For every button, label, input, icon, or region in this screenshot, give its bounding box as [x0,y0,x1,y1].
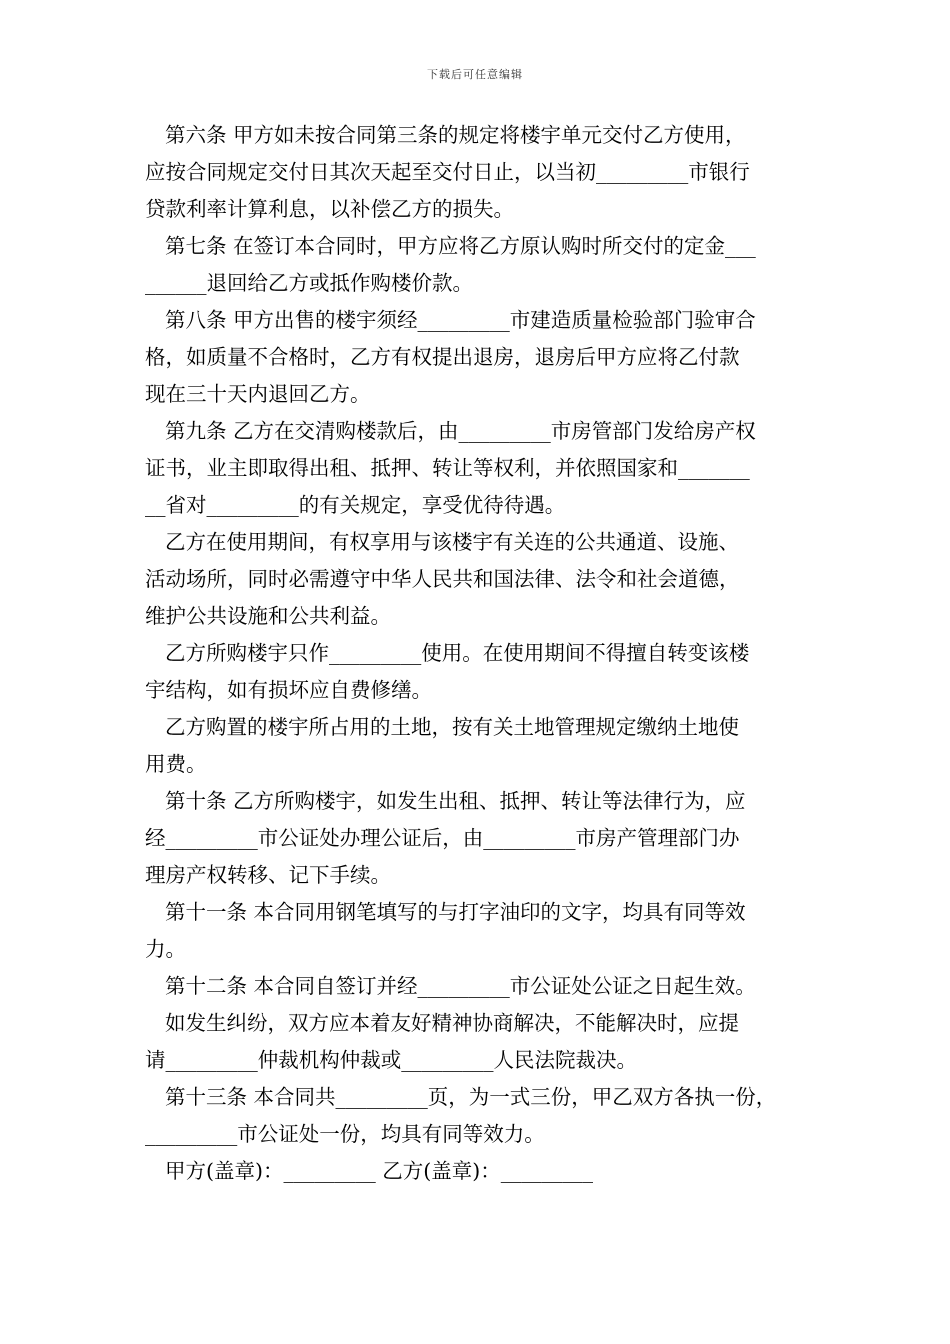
contract-line: 证书，业主即取得出租、抵押、转让等权利，并依照国家和_______ [145,456,750,480]
contract-line: 请_________仲裁机构仲裁或_________人民法院裁决。 [145,1048,637,1072]
contract-line: 第十条 乙方所购楼宇，如发生出租、抵押、转让等法律行为，应 [165,789,746,813]
contract-line: ______退回给乙方或抵作购楼价款。 [145,271,473,295]
contract-line: 第九条 乙方在交清购楼款后，由_________市房管部门发给房产权 [165,419,756,443]
contract-line: 乙方所购楼宇只作_________使用。在使用期间不得擅自转变该楼 [165,641,750,665]
contract-line: 格，如质量不合格时，乙方有权提出退房，退房后甲方应将乙付款 [145,345,740,369]
contract-line: 甲方(盖章)：_________ 乙方(盖章)：_________ [165,1159,594,1183]
contract-line: 理房产权转移、记下手续。 [145,863,391,887]
contract-line: 第八条 甲方出售的楼宇须经_________市建造质量检验部门验审合 [165,308,756,332]
contract-line: 第十三条 本合同共_________页，为一式三份，甲乙双方各执一份， [165,1085,777,1109]
contract-body [145,117,813,1190]
contract-line: 贷款利率计算利息，以补偿乙方的损失。 [145,197,514,221]
contract-line: 乙方购置的楼宇所占用的土地，按有关土地管理规定缴纳土地使 [165,715,739,739]
contract-line: 经_________市公证处办理公证后，由_________市房产管理部门办 [145,826,740,850]
contract-line: 如发生纠纷，双方应本着友好精神协商解决，不能解决时，应提 [165,1011,739,1035]
contract-line: 宇结构，如有损坏应自费修缮。 [145,678,432,702]
contract-line: 活动场所，同时必需遵守中华人民共和国法律、法令和社会道德， [145,567,740,591]
contract-line: __省对_________的有关规定，享受优待待遇。 [145,493,566,517]
contract-line: _________市公证处一份，均具有同等效力。 [145,1122,545,1146]
contract-line: 第七条 在签订本合同时，甲方应将乙方原认购时所交付的定金___ [165,234,756,258]
contract-line: 第十二条 本合同自签订并经_________市公证处公证之日起生效。 [165,974,756,998]
contract-line: 维护公共设施和公共利益。 [145,604,391,628]
page-header: 下载后可任意编辑 [427,68,523,81]
contract-line: 应按合同规定交付日其次天起至交付日止，以当初_________市银行 [145,160,750,184]
contract-line: 现在三十天内退回乙方。 [145,382,371,406]
contract-line: 乙方在使用期间，有权享用与该楼宇有关连的公共通道、设施、 [165,530,739,554]
contract-line: 用费。 [145,752,207,776]
contract-line: 力。 [145,937,186,961]
contract-line: 第六条 甲方如未按合同第三条的规定将楼宇单元交付乙方使用， [165,123,746,147]
contract-line: 第十一条 本合同用钢笔填写的与打字油印的文字，均具有同等效 [165,900,746,924]
